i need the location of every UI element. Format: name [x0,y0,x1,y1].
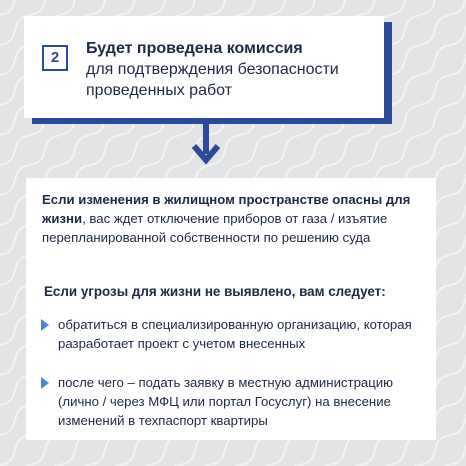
arrow-down-icon [192,124,220,166]
info-card [26,178,436,440]
no-threat-heading: Если угрозы для жизни не выявлено, вам следует: [44,284,386,299]
triangle-bullet-icon [40,319,50,331]
list-item [40,315,424,353]
danger-paragraph [42,190,424,247]
step-card [24,16,384,118]
danger-paragraph-bold: Если изменения в жилищном пространстве опасны для жизни [42,192,411,226]
list-item-text: обратиться в специализированную организацию, которая разработает проект с учетом внесенных [58,317,412,351]
triangle-bullet-icon [40,377,50,389]
list-item [40,373,424,430]
list-item-text: после чего – подать заявку в местную администрацию (лично / через МФЦ или портал Госуслуг) на внесение изменений в техпаспорт квартиры [58,375,394,428]
step-number-badge: 2 [42,45,68,71]
danger-paragraph-rest: , вас ждет отключение приборов от газа / изъятие перепланированной собственности по решению суда [42,211,388,245]
step-text [86,38,372,101]
step-subtitle-line-1: для подтверждения безопасности [86,61,339,78]
step-title: Будет проведена комиссия [86,40,303,57]
step-subtitle-line-2: проведенных работ [86,82,233,99]
